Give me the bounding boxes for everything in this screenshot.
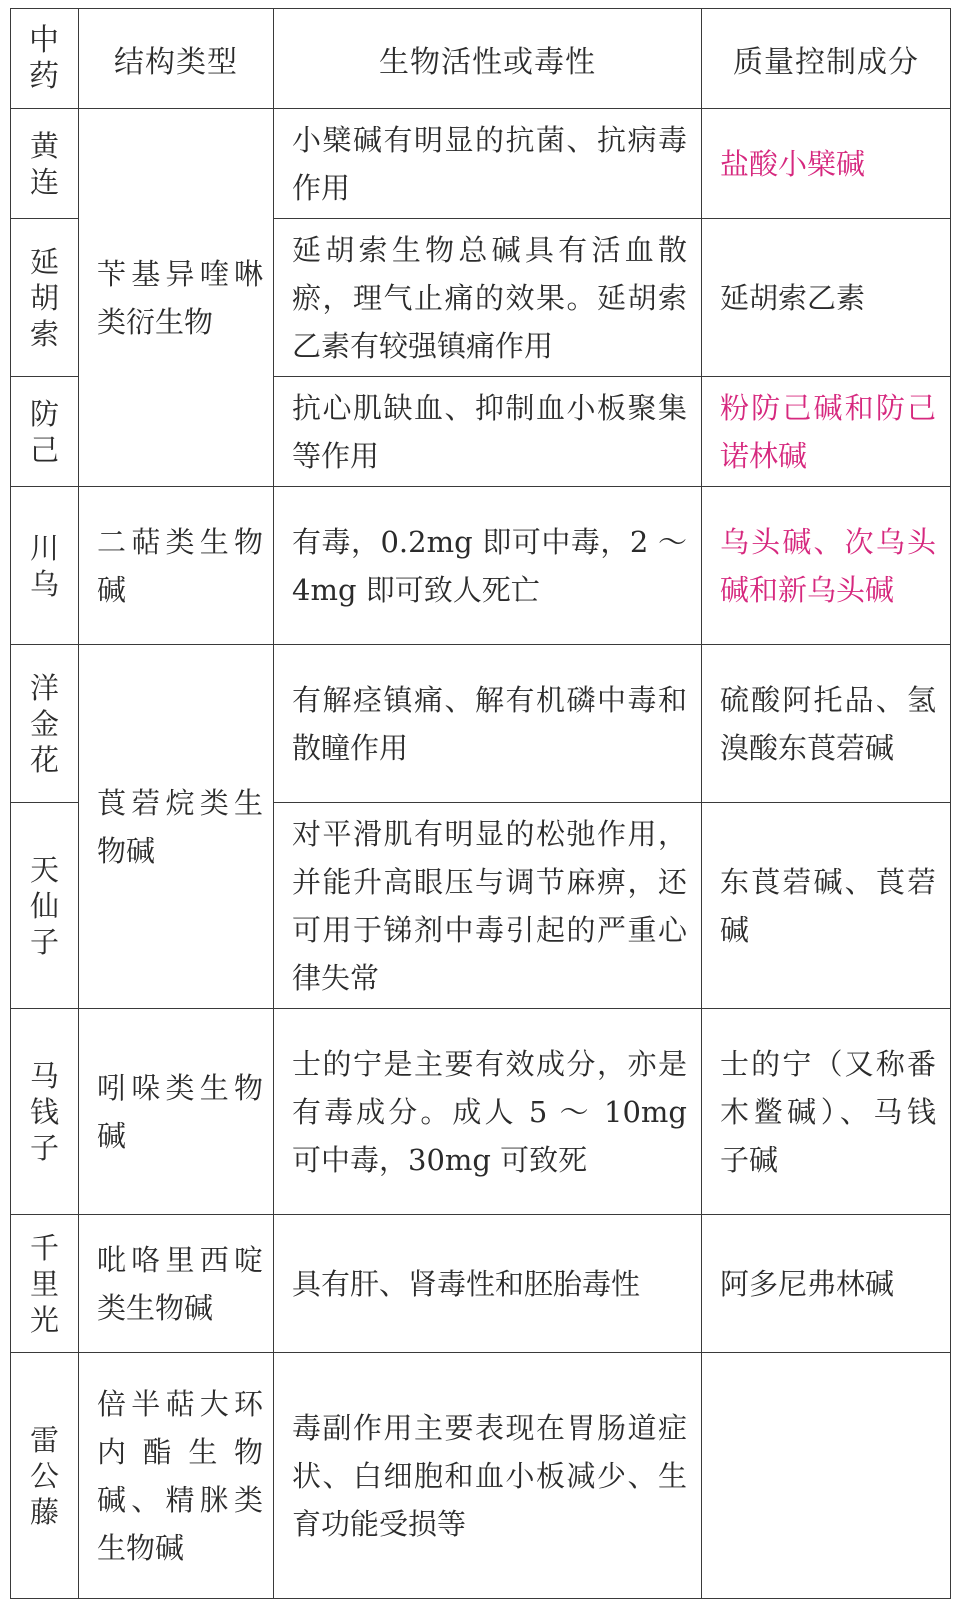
activity-cell: 具有肝、肾毒性和胚胎毒性 [274,1215,702,1353]
structure-cell: 二萜类生物碱 [79,487,274,645]
qc-cell [702,1353,951,1599]
herb-cell: 防己 [11,377,79,487]
qc-cell: 乌头碱、次乌头碱和新乌头碱 [702,487,951,645]
activity-cell: 有解痉镇痛、解有机磷中毒和散瞳作用 [274,645,702,803]
activity-cell: 抗心肌缺血、抑制血小板聚集等作用 [274,377,702,487]
header-qc: 质量控制成分 [702,9,951,109]
structure-cell: 倍半萜大环内酯生物碱、精脒类生物碱 [79,1353,274,1599]
table-row [11,109,951,219]
herb-cell: 川乌 [11,487,79,645]
qc-cell: 粉防己碱和防己诺林碱 [702,377,951,487]
qc-cell: 盐酸小檗碱 [702,109,951,219]
activity-cell: 有毒，0.2mg 即可中毒，2 ～ 4mg 即可致人死亡 [274,487,702,645]
table-row [11,1215,951,1353]
herb-cell: 千里光 [11,1215,79,1353]
header-herb: 中药 [11,9,79,109]
activity-cell: 毒副作用主要表现在胃肠道症状、白细胞和血小板减少、生育功能受损等 [274,1353,702,1599]
activity-cell: 对平滑肌有明显的松弛作用，并能升高眼压与调节麻痹，还可用于锑剂中毒引起的严重心律失常 [274,803,702,1009]
qc-cell: 延胡索乙素 [702,219,951,377]
table-row [11,1009,951,1215]
structure-cell: 莨菪烷类生物碱 [79,645,274,1009]
herb-cell: 黄连 [11,109,79,219]
header-structure: 结构类型 [79,9,274,109]
table-row [11,645,951,803]
qc-cell: 硫酸阿托品、氢溴酸东莨菪碱 [702,645,951,803]
table-row [11,1353,951,1599]
qc-cell: 东莨菪碱、莨菪碱 [702,803,951,1009]
herb-cell: 马钱子 [11,1009,79,1215]
activity-cell: 小檗碱有明显的抗菌、抗病毒作用 [274,109,702,219]
qc-cell: 士的宁（又称番木鳖碱）、马钱子碱 [702,1009,951,1215]
table-row [11,487,951,645]
qc-cell: 阿多尼弗林碱 [702,1215,951,1353]
structure-cell: 吲哚类生物碱 [79,1009,274,1215]
activity-cell: 士的宁是主要有效成分，亦是有毒成分。成人 5 ～ 10mg 可中毒，30mg 可致死 [274,1009,702,1215]
activity-cell: 延胡索生物总碱具有活血散瘀，理气止痛的效果。延胡索乙素有较强镇痛作用 [274,219,702,377]
structure-cell: 苄基异喹啉类衍生物 [79,109,274,487]
herb-cell: 天仙子 [11,803,79,1009]
structure-cell: 吡咯里西啶类生物碱 [79,1215,274,1353]
header-row [11,9,951,109]
header-activity: 生物活性或毒性 [274,9,702,109]
herb-cell: 洋金花 [11,645,79,803]
herb-cell: 延胡索 [11,219,79,377]
alkaloid-table [10,8,951,1599]
herb-cell: 雷公藤 [11,1353,79,1599]
